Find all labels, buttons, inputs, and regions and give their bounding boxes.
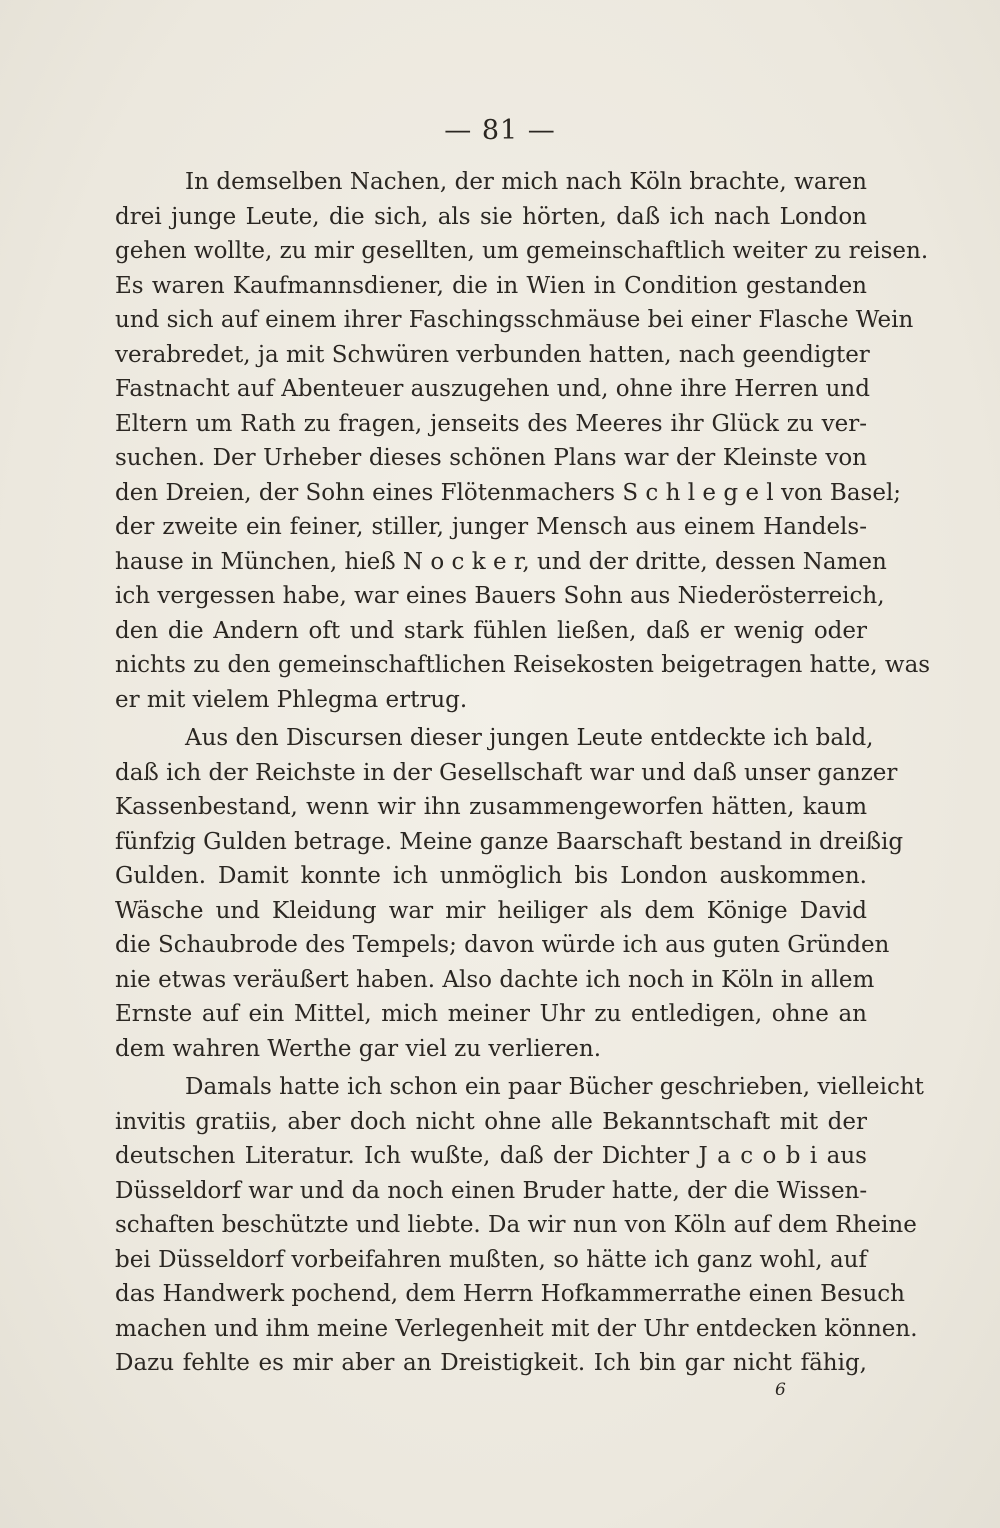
text-line: Ernste auf ein Mittel, mich meiner Uhr zu entledigen, ohne an — [115, 1001, 867, 1027]
paragraph — [115, 721, 904, 1066]
text-line: Eltern um Rath zu fragen, jenseits des Meeres ihr Glück zu ver- — [115, 410, 867, 437]
text-line: Aus den Discursen dieser jungen Leute entdeckte ich bald, — [185, 725, 874, 751]
text-line: Düsseldorf war und da noch einen Bruder hatte, der die Wissen- — [115, 1177, 868, 1204]
paragraph — [115, 1070, 924, 1381]
text-line: machen und ihm meine Verlegenheit mit der Uhr entdecken können. — [115, 1315, 918, 1342]
text-line: invitis gratiis, aber doch nicht ohne alle Bekanntschaft mit der — [115, 1108, 867, 1135]
text-line: Damals hatte ich schon ein paar Bücher geschrieben, vielleicht — [185, 1074, 924, 1100]
text-line: den Dreien, der Sohn eines Flötenmachers S c h l e g e l von Basel; — [115, 479, 902, 506]
text-line: fünfzig Gulden betrage. Meine ganze Baarschaft bestand in dreißig — [115, 828, 904, 855]
text-line: Gulden. Damit konnte ich unmöglich bis London auskommen. — [115, 863, 867, 889]
text-line: In demselben Nachen, der mich nach Köln brachte, waren — [185, 169, 867, 195]
text-line: nie etwas veräußert haben. Also dachte ich noch in Köln in allem — [115, 966, 875, 993]
text-line: suchen. Der Urheber dieses schönen Plans war der Kleinste von — [115, 445, 867, 471]
text-line: drei junge Leute, die sich, als sie hörten, daß ich nach London — [115, 203, 867, 230]
text-line: die Schaubrode des Tempels; davon würde ich aus guten Gründen — [115, 932, 890, 958]
text-line: Fastnacht auf Abenteuer auszugehen und, ohne ihre Herren und — [115, 376, 870, 402]
text-line: ich vergessen habe, war eines Bauers Sohn aus Niederösterreich, — [115, 583, 885, 609]
text-line: Dazu fehlte es mir aber an Dreistigkeit. Ich bin gar nicht fähig, — [115, 1350, 867, 1376]
text-line: er mit vielem Phlegma ertrug. — [115, 686, 468, 713]
paragraph — [115, 165, 931, 717]
signature-mark: 6 — [775, 1380, 786, 1400]
text-line: verabredet, ja mit Schwüren verbunden hatten, nach geendigter — [115, 341, 870, 368]
text-line: und sich auf einem ihrer Faschingsschmäuse bei einer Flasche Wein — [115, 307, 914, 333]
text-line: der zweite ein feiner, stiller, junger Mensch aus einem Handels- — [115, 514, 867, 540]
text-line: das Handwerk pochend, dem Herrn Hofkammerrathe einen Besuch — [115, 1281, 905, 1307]
body-text — [115, 165, 931, 1381]
text-line: bei Düsseldorf vorbeifahren mußten, so hätte ich ganz wohl, auf — [115, 1246, 867, 1273]
page-number: — 81 — — [444, 115, 556, 146]
text-line: nichts zu den gemeinschaftlichen Reisekosten beigetragen hatte, was — [115, 652, 931, 678]
text-line: schaften beschützte und liebte. Da wir nun von Köln auf dem Rheine — [115, 1212, 917, 1238]
text-line: dem wahren Werthe gar viel zu verlieren. — [115, 1035, 602, 1062]
text-line: Kassenbestand, wenn wir ihn zusammengeworfen hätten, kaum — [115, 794, 867, 820]
text-line: Es waren Kaufmannsdiener, die in Wien in Condition gestanden — [115, 272, 867, 299]
text-line: deutschen Literatur. Ich wußte, daß der Dichter J a c o b i aus — [115, 1143, 867, 1169]
text-line: hause in München, hieß N o c k e r, und der dritte, dessen Namen — [115, 548, 887, 575]
text-line: den die Andern oft und stark fühlen ließen, daß er wenig oder — [115, 617, 867, 644]
text-line: gehen wollte, zu mir gesellten, um gemeinschaftlich weiter zu reisen. — [115, 238, 929, 264]
text-line: daß ich der Reichste in der Gesellschaft war und daß unser ganzer — [115, 759, 898, 786]
text-line: Wäsche und Kleidung war mir heiliger als dem Könige David — [115, 897, 867, 924]
